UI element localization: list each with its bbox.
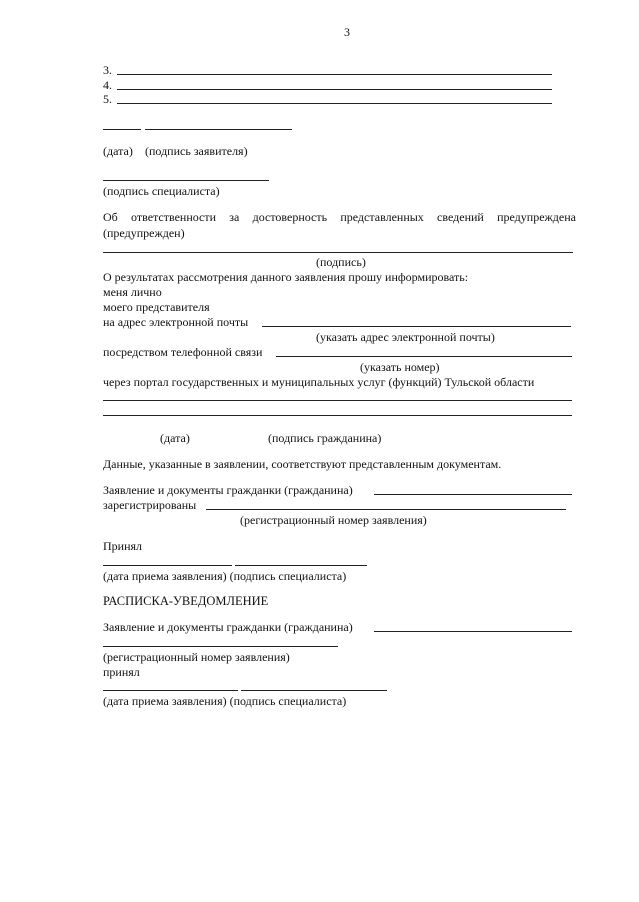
list-line-4[interactable] — [117, 89, 552, 90]
portal-line-2[interactable] — [103, 415, 572, 416]
receipt-accepted-label: принял — [103, 665, 140, 679]
receipt-accept-signature-line[interactable] — [241, 690, 387, 691]
email-input-line[interactable] — [262, 326, 571, 327]
inform-heading: О результатах рассмотрения данного заявления прошу информировать: — [103, 270, 469, 284]
receipt-registration-number-line[interactable] — [103, 646, 338, 647]
receipt-registration-number-hint: (регистрационный номер заявления) — [103, 650, 290, 664]
accept-date-line[interactable] — [103, 565, 232, 566]
responsibility-text-line2: (предупрежден) — [103, 226, 185, 240]
date-label: (дата) — [103, 144, 133, 158]
registration-number-line[interactable] — [206, 509, 566, 510]
specialist-signature-label: (подпись специалиста) — [103, 184, 220, 198]
option-personally: меня лично — [103, 285, 162, 299]
responsibility-signature-line[interactable] — [103, 252, 573, 253]
portal-line-1[interactable] — [103, 400, 572, 401]
option-phone-label: посредством телефонной связи — [103, 345, 263, 359]
applicant-signature-label: (подпись заявителя) — [145, 144, 248, 158]
documents-label: Заявление и документы гражданки (гражданина) — [103, 483, 353, 497]
receipt-accept-date-line[interactable] — [103, 690, 238, 691]
page-number: 3 — [344, 25, 350, 39]
option-representative: моего представителя — [103, 300, 210, 314]
receipt-documents-label: Заявление и документы гражданки (гражданина) — [103, 620, 353, 634]
accept-caption: (дата приема заявления) (подпись специалиста) — [103, 569, 347, 583]
phone-hint: (указать номер) — [360, 360, 440, 374]
responsibility-text-line1: Об ответственности за достоверность представленных сведений предупреждена — [103, 210, 576, 224]
registered-label: зарегистрированы — [103, 498, 197, 512]
email-hint: (указать адрес электронной почты) — [316, 330, 495, 344]
receipt-accept-caption: (дата приема заявления) (подпись специалиста) — [103, 694, 347, 708]
list-number-3: 3. — [103, 63, 112, 77]
receipt-title: РАСПИСКА-УВЕДОМЛЕНИЕ — [103, 594, 269, 608]
list-line-3[interactable] — [117, 74, 552, 75]
documents-citizen-line[interactable] — [374, 494, 572, 495]
data-match-text: Данные, указанные в заявлении, соответствуют представленным документам. — [103, 457, 502, 471]
citizen-date-label: (дата) — [160, 431, 190, 445]
option-portal: через портал государственных и муниципальных услуг (функций) Тульской области — [103, 375, 535, 389]
responsibility-signature-label: (подпись) — [316, 255, 366, 269]
citizen-signature-label: (подпись гражданина) — [268, 431, 382, 445]
specialist-signature-line[interactable] — [103, 180, 269, 181]
list-number-5: 5. — [103, 92, 112, 106]
registration-number-hint: (регистрационный номер заявления) — [240, 513, 427, 527]
date-line[interactable] — [103, 129, 141, 130]
phone-input-line[interactable] — [276, 356, 572, 357]
receipt-documents-line[interactable] — [374, 631, 572, 632]
accepted-label: Принял — [103, 539, 143, 553]
option-email-label: на адрес электронной почты — [103, 315, 249, 329]
accept-signature-line[interactable] — [235, 565, 367, 566]
list-line-5[interactable] — [117, 103, 552, 104]
applicant-signature-line[interactable] — [145, 129, 292, 130]
list-number-4: 4. — [103, 78, 112, 92]
